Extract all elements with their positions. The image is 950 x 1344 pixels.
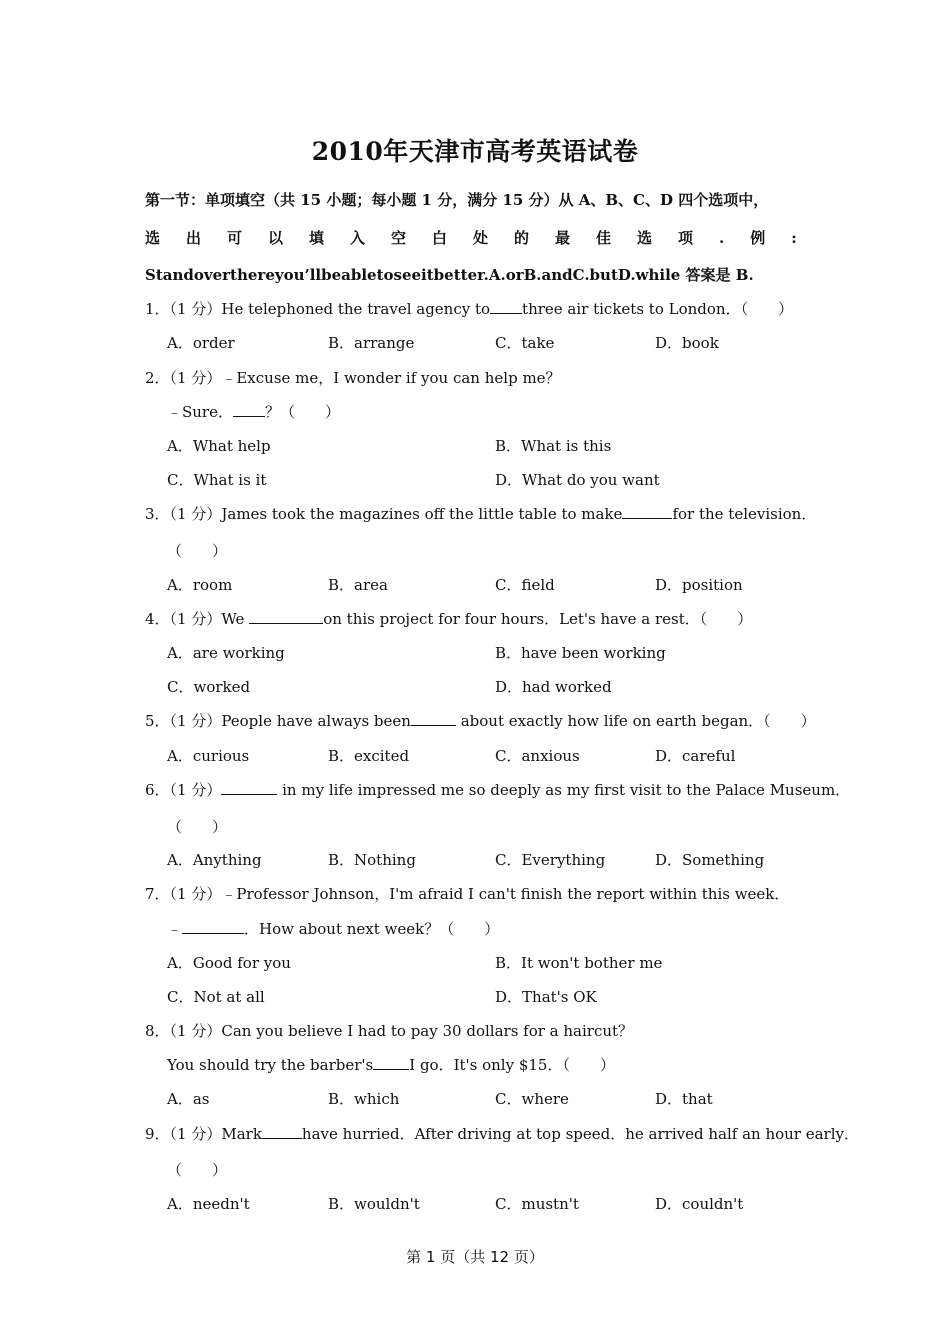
question-text: James took the magazines off the little table to make [221, 505, 623, 523]
question-text-tail: ．How about next week？（ ） [244, 920, 500, 938]
option-b[interactable]: B．which [328, 1090, 400, 1108]
option-b[interactable]: B．Nothing [328, 851, 416, 869]
option-a[interactable]: A．as [167, 1090, 210, 1108]
question-number: 9．（1 分） [145, 1125, 222, 1143]
instruction-char: 佳 [596, 229, 612, 247]
question-text: He telephoned the travel agency to [221, 300, 491, 318]
section-instruction-line-2 [145, 228, 797, 248]
options-q2-row-2 [167, 470, 807, 490]
option-b[interactable]: B．arrange [328, 334, 415, 352]
answer-parentheses: （ ） [167, 1161, 228, 1179]
option-d[interactable]: D．careful [655, 747, 736, 765]
option-b[interactable]: B．What is this [495, 437, 612, 455]
instruction-char: 填 [309, 229, 325, 247]
option-a[interactable]: A．Good for you [167, 954, 291, 972]
option-b[interactable]: B．It won't bother me [495, 954, 663, 972]
section-instruction-line-1: 第一节：单项填空（共 15 小题；每小题 1 分，满分 15 分）从 A、B、C、D 四个选项中， [145, 191, 769, 209]
question-number: 6．（1 分） [145, 781, 222, 799]
option-b[interactable]: B．excited [328, 747, 410, 765]
option-b[interactable]: B．have been working [495, 644, 666, 662]
instruction-char: 的 [514, 229, 530, 247]
question-7 [145, 884, 789, 904]
question-2 [145, 368, 561, 388]
question-text-tail: for the television． [672, 505, 817, 523]
options-q6 [167, 850, 807, 870]
option-c[interactable]: C．Everything [495, 851, 606, 869]
options-q5 [167, 746, 807, 766]
instruction-char: 以 [268, 229, 284, 247]
question-2-line-2 [167, 402, 340, 422]
question-text-tail: on this project for four hours．Let's have a rest．（ ） [323, 610, 753, 628]
page-title: 2010年天津市高考英语试卷 [311, 137, 639, 166]
option-c[interactable]: C．worked [167, 678, 251, 696]
option-b[interactable]: B．wouldn't [328, 1195, 420, 1213]
question-text-tail: ？（ ） [264, 403, 340, 421]
options-q3 [167, 575, 807, 595]
options-q2-row-1 [167, 436, 807, 456]
options-q9 [167, 1194, 807, 1214]
answer-blank [182, 919, 244, 934]
question-number: 7．（1 分） [145, 885, 222, 903]
option-a[interactable]: A．Anything [167, 851, 262, 869]
question-1 [145, 299, 793, 319]
options-q4-row-2 [167, 677, 807, 697]
option-d[interactable]: D．couldn't [655, 1195, 744, 1213]
answer-blank [490, 299, 522, 314]
question-3 [145, 504, 817, 524]
question-text-tail: have hurried．After driving at top speed．he arrived half an hour early． [301, 1125, 859, 1143]
option-c[interactable]: C．where [495, 1090, 569, 1108]
question-6 [145, 780, 851, 800]
section-example: Standoverthereyou’llbeabletoseeitbetter.A.orB.andC.butD.while 答案是 B. [145, 266, 754, 284]
instruction-char: 入 [350, 229, 366, 247]
question-text-tail: I go．It's only $15．（ ） [409, 1056, 615, 1074]
option-b[interactable]: B．area [328, 576, 388, 594]
question-5 [145, 711, 816, 731]
options-q8 [167, 1089, 807, 1109]
instruction-char: 项 [678, 229, 694, 247]
option-a[interactable]: A．room [167, 576, 233, 594]
option-c[interactable]: C．mustn't [495, 1195, 579, 1213]
question-text: ﹣Professor Johnson，I'm afraid I can't finish the report within this week． [221, 885, 790, 903]
options-q7-row-2 [167, 987, 807, 1007]
instruction-char: 例 [750, 229, 766, 247]
question-text: You should try the barber's [167, 1056, 374, 1074]
option-d[interactable]: D．position [655, 576, 743, 594]
question-number: 8．（1 分） [145, 1022, 222, 1040]
question-text: Mark [221, 1125, 262, 1143]
option-c[interactable]: C．take [495, 334, 555, 352]
option-d[interactable]: D．had worked [495, 678, 612, 696]
option-d[interactable]: D．book [655, 334, 719, 352]
question-number: 2．（1 分） [145, 369, 222, 387]
answer-blank [622, 504, 672, 519]
question-7-line-2 [167, 919, 499, 939]
question-8 [145, 1021, 633, 1041]
question-text: ﹣Excuse me，I wonder if you can help me？ [221, 369, 561, 387]
answer-blank [373, 1055, 409, 1070]
answer-blank [262, 1124, 302, 1139]
instruction-char: 空 [391, 229, 407, 247]
answer-parentheses: （ ） [167, 542, 228, 560]
option-a[interactable]: A．curious [167, 747, 250, 765]
question-number: 3．（1 分） [145, 505, 222, 523]
question-text-tail: three air tickets to London．（ ） [522, 300, 794, 318]
instruction-char: 处 [473, 229, 489, 247]
answer-blank [221, 780, 277, 795]
answer-blank [411, 711, 456, 726]
question-text: We [221, 610, 250, 628]
instruction-char: 选 [145, 229, 161, 247]
options-q7-row-1 [167, 953, 807, 973]
question-text: People have always been [221, 712, 411, 730]
option-d[interactable]: D．That's OK [495, 988, 597, 1006]
answer-parentheses: （ ） [167, 818, 228, 836]
question-8-line-2 [167, 1055, 615, 1075]
question-9 [145, 1124, 859, 1144]
option-c[interactable]: C．field [495, 576, 555, 594]
question-text: ﹣Sure． [167, 403, 233, 421]
question-4 [145, 609, 752, 629]
instruction-char: 选 [637, 229, 653, 247]
page-footer: 第 1 页（共 12 页） [406, 1248, 544, 1266]
option-a[interactable]: A．What help [167, 437, 271, 455]
instruction-char: 白 [432, 229, 448, 247]
options-q1 [167, 333, 807, 353]
question-text-tail: about exactly how life on earth began．（ ） [455, 712, 816, 730]
question-number: 1．（1 分） [145, 300, 222, 318]
question-number: 5．（1 分） [145, 712, 222, 730]
instruction-char: 最 [555, 229, 571, 247]
answer-blank [233, 402, 265, 417]
options-q4-row-1 [167, 643, 807, 663]
instruction-char: 可 [227, 229, 243, 247]
option-c[interactable]: C．What is it [167, 471, 267, 489]
instruction-char: . [719, 229, 725, 247]
option-a[interactable]: A．needn't [167, 1195, 250, 1213]
question-text: Can you believe I had to pay 30 dollars for a haircut？ [221, 1022, 634, 1040]
option-d[interactable]: D．What do you want [495, 471, 660, 489]
question-text: ﹣ [167, 920, 183, 938]
question-number: 4．（1 分） [145, 610, 222, 628]
option-a[interactable]: A．order [167, 334, 235, 352]
option-d[interactable]: D．that [655, 1090, 713, 1108]
instruction-char: 出 [186, 229, 202, 247]
answer-blank [249, 609, 323, 624]
option-c[interactable]: C．Not at all [167, 988, 265, 1006]
instruction-char: : [791, 229, 797, 247]
option-c[interactable]: C．anxious [495, 747, 580, 765]
question-text-tail: in my life impressed me so deeply as my first visit to the Palace Museum． [277, 781, 851, 799]
option-d[interactable]: D．Something [655, 851, 765, 869]
option-a[interactable]: A．are working [167, 644, 285, 662]
